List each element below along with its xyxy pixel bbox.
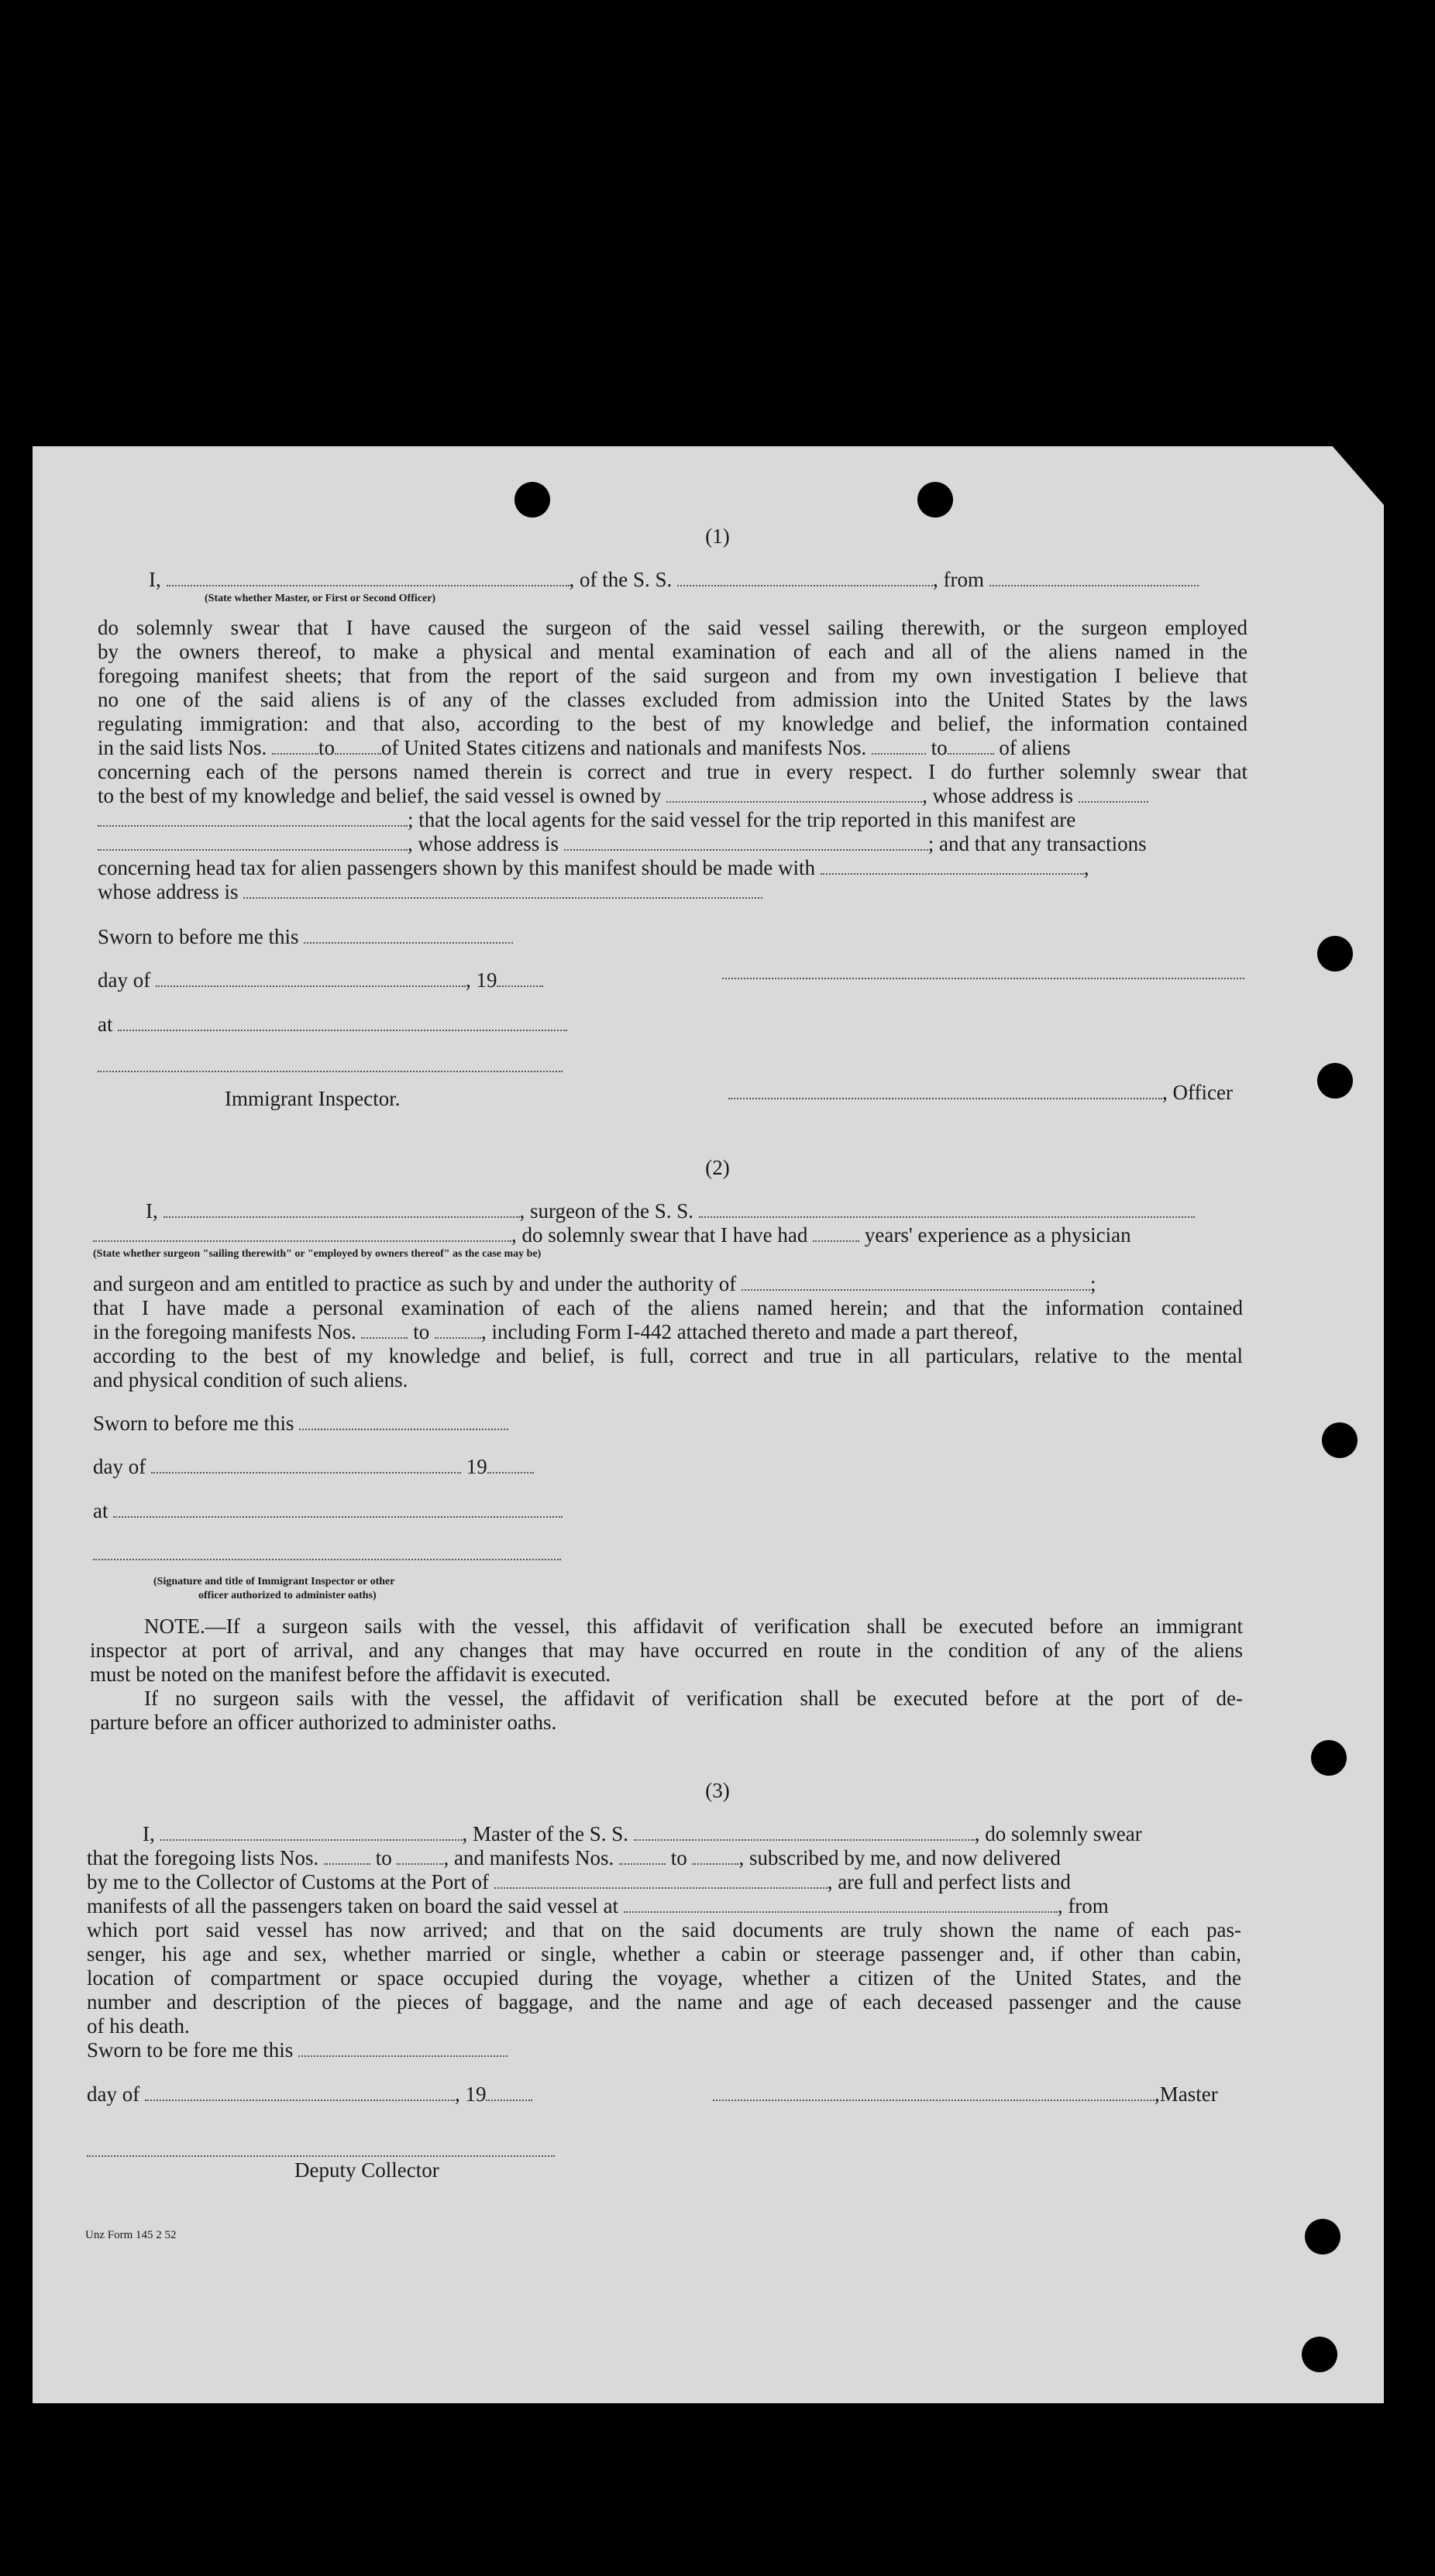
s2-at: at — [93, 1499, 563, 1523]
s2-note-line: parture before an officer authorized to administer oaths. — [90, 1711, 557, 1734]
s2-signature-line — [93, 1559, 561, 1560]
s3-line-1: I, , Master of the S. S. , do solemnly swear — [143, 1822, 1142, 1845]
s3-text-line: number and description of the pieces of baggage, and the name and age of each deceased passenger and the cause — [87, 1990, 1241, 2014]
section-2-number: (2) — [705, 1156, 730, 1179]
s2-text-line: that I have made a personal examination of each of the aliens named herein; and that the information contained — [93, 1296, 1243, 1319]
s2-note-line: If no surgeon sails with the vessel, the affidavit of verification shall be executed before at the port of de- — [144, 1687, 1243, 1710]
s1-text-line: regulating immigration: and that also, according to the best of my knowledge and belief, the information contained — [98, 712, 1247, 735]
s3-text-line: which port said vessel has now arrived; and that on the said documents are truly shown the name of each pas- — [87, 1918, 1241, 1941]
punch-hole — [1317, 936, 1353, 972]
s2-line-1: I, , surgeon of the S. S. — [146, 1199, 1195, 1223]
s3-master-signature: ,Master — [713, 2082, 1218, 2107]
s2-sig-caption-2: officer authorized to administer oaths) — [198, 1590, 377, 1601]
s2-text-line: according to the best of my knowledge and belief, is full, correct and true in all particulars, relative to the mental — [93, 1344, 1243, 1367]
s1-agent-address-line: , whose address is ; and that any transactions — [98, 832, 1147, 856]
s3-line-2: that the foregoing lists Nos. to , and manifests Nos. to , subscribed by me, and now delivered — [87, 1846, 1061, 1869]
officer-signature-line — [722, 978, 1244, 979]
s2-note-line: must be noted on the manifest before the affidavit is executed. — [90, 1663, 611, 1686]
s3-line-3: by me to the Collector of Customs at the Port of , are full and perfect lists and — [87, 1870, 1071, 1893]
s1-immigrant-inspector: Immigrant Inspector. — [225, 1087, 401, 1110]
form-id: Unz Form 145 2 52 — [85, 2229, 177, 2241]
punch-hole — [1302, 2337, 1337, 2372]
s1-at: at — [98, 1013, 567, 1037]
s2-authority-line: and surgeon and am entitled to practice as such by and under the authority of ; — [93, 1272, 1096, 1295]
s2-note-line: inspector at port of arrival, and any changes that may have occurred en route in the condition of any of the aliens — [90, 1639, 1243, 1662]
s3-collector-signature-line — [87, 2155, 555, 2157]
s1-state-note: (State whether Master, or First or Second Officer) — [205, 593, 436, 604]
punch-hole — [917, 482, 953, 518]
s2-note-line: NOTE.—If a surgeon sails with the vessel, this affidavit of verification shall be executed before an immigrant — [144, 1615, 1243, 1638]
s3-text-line: of his death. — [87, 2014, 190, 2038]
inspector-signature-line — [98, 1071, 563, 1072]
section-1-number: (1) — [705, 524, 730, 548]
s1-agents-line: ; that the local agents for the said vessel for the trip reported in this manifest are — [98, 808, 1075, 832]
s1-line-1: I, , of the S. S. , from — [149, 568, 1199, 592]
s2-sworn: Sworn to before me this — [93, 1412, 508, 1436]
s1-text-line: concerning each of the persons named therein is correct and true in every respect. I do further solemnly swear that — [98, 760, 1247, 783]
s1-dayof: day of , 19 — [98, 968, 543, 992]
s2-line-2: , do solemnly swear that I have had years' experience as a physician — [93, 1223, 1131, 1247]
s3-text-line: senger, his age and sex, whether married or single, whether a cabin or steerage passenger and, if other than cabin, — [87, 1942, 1241, 1966]
punch-hole — [1305, 2219, 1340, 2254]
s1-text-line: no one of the said aliens is of any of the classes excluded from admission into the United States by the laws — [98, 688, 1247, 711]
s1-sworn: Sworn to before me this — [98, 925, 513, 949]
s1-owner-line: to the best of my knowledge and belief, the said vessel is owned by , whose address is — [98, 784, 1148, 808]
punch-hole — [514, 482, 550, 518]
punch-hole — [1311, 1740, 1347, 1776]
s2-state-note: (State whether surgeon "sailing therewith" or "employed by owners thereof" as the case may be) — [93, 1248, 542, 1260]
s1-line-nos: in the said lists Nos. to of United States citizens and nationals and manifests Nos. to of aliens — [98, 736, 1071, 759]
s2-dayof: day of 19 — [93, 1455, 534, 1479]
s1-text-line: by the owners thereof, to make a physical and mental examination of each and all of the aliens named in the — [98, 640, 1247, 663]
s3-sworn: Sworn to be fore me this — [87, 2038, 508, 2062]
s3-deputy-collector: Deputy Collector — [294, 2158, 439, 2182]
s1-headtax-line: concerning head tax for alien passengers shown by this manifest should be made with , — [98, 856, 1089, 879]
s2-nos-line: in the foregoing manifests Nos. to , including Form I-442 attached thereto and made a part thereof, — [93, 1320, 1018, 1343]
punch-hole — [1322, 1422, 1358, 1458]
s3-text-line: location of compartment or space occupied during the voyage, whether a citizen of the United States, and the — [87, 1966, 1241, 1990]
s1-text-line: foregoing manifest sheets; that from the report of the said surgeon and from my own investigation I believe that — [98, 664, 1247, 687]
section-3-number: (3) — [705, 1779, 730, 1802]
s2-sig-caption-1: (Signature and title of Immigrant Inspector or other — [153, 1576, 395, 1587]
s2-text-line: and physical condition of such aliens. — [93, 1368, 408, 1391]
s1-address-line: whose address is — [98, 880, 762, 904]
s1-text-line: do solemnly swear that I have caused the surgeon of the said vessel sailing therewith, or the surgeon employed — [98, 616, 1247, 639]
punch-hole — [1317, 1063, 1353, 1099]
s3-dayof: day of , 19 — [87, 2082, 532, 2107]
s3-line-4: manifests of all the passengers taken on board the said vessel at , from — [87, 1894, 1109, 1917]
s1-officer: , Officer — [728, 1081, 1233, 1105]
